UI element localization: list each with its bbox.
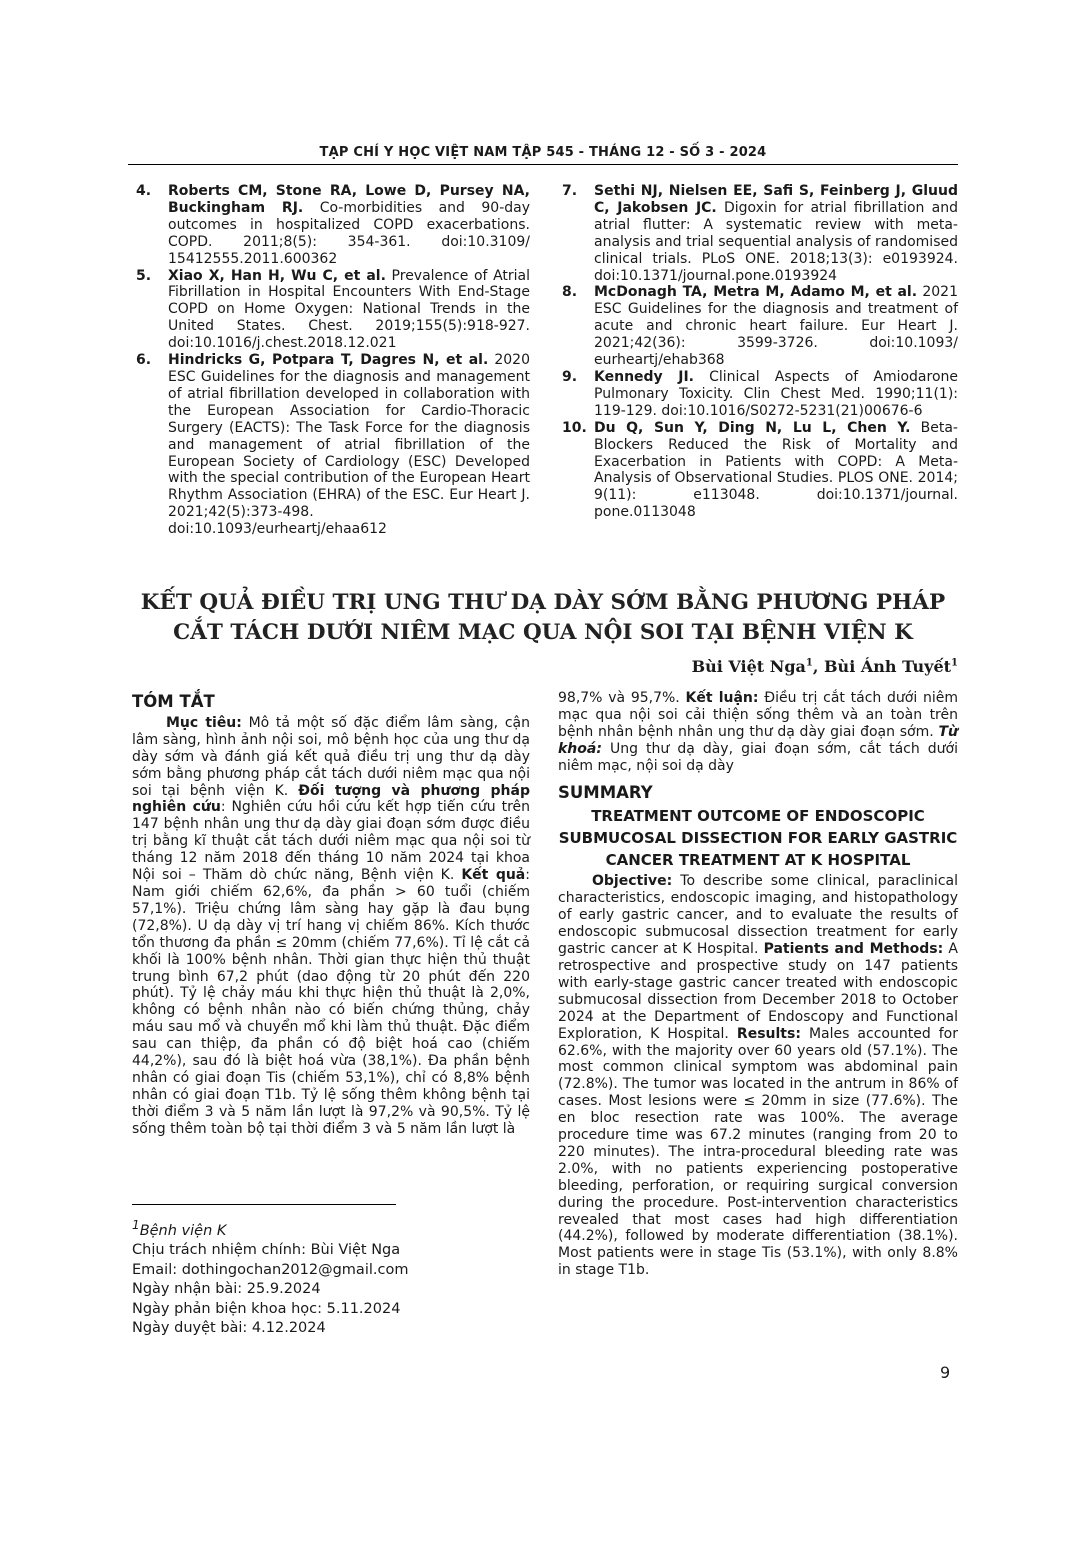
label-results-en: Results: <box>736 1025 801 1042</box>
reference-text: Prevalence of Atrial Fibrillation in Hospital Encounters With End-Stage COPD on Home Oxygen: National Trends in the United States. Chest. 2019;155(5):918-927. doi:10.1016/j.chest.2018.12.021 <box>168 267 531 352</box>
article-title-line: KẾT QUẢ ĐIỀU TRỊ UNG THƯ DẠ DÀY SỚM BẰNG PHƯƠNG PHÁP <box>140 590 946 615</box>
article-title-line: CẮT TÁCH DƯỚI NIÊM MẠC QUA NỘI SOI TẠI BỆNH VIỆN K <box>173 620 913 645</box>
reference-item <box>132 352 530 538</box>
abstract-vi-body <box>132 715 530 1138</box>
reference-item <box>132 268 530 353</box>
references-right-column <box>558 183 958 521</box>
text-methods: : Nghiên cứu hồi cứu kết hợp tiến cứu trên 147 bệnh nhân ung thư dạ dày giai đoạn sớm được điều trị bằng kĩ thuật cắt tách dưới niêm mạc qua nội soi từ tháng 12 năm 2018 đến tháng 10 năm 2024 tại khoa Nội soi – Thăm dò chức năng, Bệnh viện K. <box>132 799 531 884</box>
reference-authors: Kennedy JI. <box>594 368 694 385</box>
reference-authors: Sethi NJ, Nielsen EE, Safi S, Feinberg J, Gluud C, Jakobsen JC. <box>594 183 958 216</box>
text-conclusion: Điều trị cắt tách dưới niêm mạc qua nội soi cải thiện sống thêm và an toàn trên bệnh nhân bệnh nhân ung thư dạ dày giai đoạn sớm. <box>558 690 958 740</box>
reference-authors: Hindricks G, Potpara T, Dagres N, et al. <box>168 352 489 369</box>
journal-header: TẠP CHÍ Y HỌC VIỆT NAM TẬP 545 - THÁNG 12 - SỐ 3 - 2024 <box>319 145 767 160</box>
author-name: Bùi Ánh Tuyết <box>824 657 952 676</box>
author-separator: , <box>812 657 825 676</box>
label-keywords: Từ khoá: <box>558 723 958 757</box>
footnote-email: Email: dothingochan2012@gmail.com <box>132 1261 409 1278</box>
reference-authors: Xiao X, Han H, Wu C, et al. <box>168 267 386 284</box>
summary-title: TREATMENT OUTCOME OF ENDOSCOPIC SUBMUCOSAL DISSECTION FOR EARLY GASTRIC CANCER TREATMENT AT K HOSPITAL <box>558 807 958 870</box>
label-results: Kết quả <box>461 867 526 884</box>
author-affiliation-mark: 1 <box>951 657 958 669</box>
label-objective-en: Objective: <box>592 873 673 890</box>
header-rule <box>128 164 958 165</box>
reference-authors: Du Q, Sun Y, Ding N, Lu L, Chen Y. <box>594 419 911 436</box>
label-conclusion: Kết luận: <box>685 690 759 706</box>
reference-number: 4. <box>136 183 152 199</box>
reference-text: Beta-Blockers Reduced the Risk of Mortality and Exacerbation in Patients with COPD: A Meta-Analysis of Observational Studies. PLOS ONE. 2014; 9(11): e113048. doi:10.1371/journal. pone.0113048 <box>594 419 958 521</box>
reference-text: 2021 ESC Guidelines for the diagnosis and treatment of acute and chronic heart failure. Eur Heart J. 2021;42(36): 3599-3726. doi:10.1093/ eurheartj/ehab368 <box>594 284 958 369</box>
reference-number: 8. <box>562 284 578 301</box>
footnote-corresponding: Chịu trách nhiệm chính: Bùi Việt Nga <box>132 1242 401 1259</box>
label-methods-en: Patients and Methods: <box>763 941 944 958</box>
author-name: Bùi Việt Nga <box>691 657 806 676</box>
text-methods-en: A retrospective and prospective study on 147 patients with early-stage gastric cancer treated with endoscopic submucosal dissection from December 2018 to October 2024 at the Department of Endoscopy and Functional Exploration, K Hospital. <box>558 941 959 1042</box>
summary-body <box>558 873 958 1279</box>
reference-text: Digoxin for atrial fibrillation and atrial flutter: A systematic review with meta-analysis and trial sequential analysis of randomised clinical trials. PLoS ONE. 2018;13(3): e0193924. doi:10.1371/journal.pone.0193924 <box>594 199 958 284</box>
footnote-reviewed: Ngày phản biện khoa học: 5.11.2024 <box>132 1300 401 1317</box>
abstract-vi-continuation <box>558 690 958 775</box>
abstract-right-column <box>558 690 958 1279</box>
reference-text: Clinical Aspects of Amiodarone Pulmonary Toxicity. Clin Chest Med. 1990;11(1): 119-129. doi:10.1016/S0272-5231(21)00676-6 <box>594 368 958 419</box>
text-objective-en: To describe some clinical, paraclinical characteristics, endoscopic imaging, and histopathology of early gastric cancer, and to evaluate the results of endoscopic submucosal dissection treatment for early gastric cancer at K Hospital. <box>558 873 958 958</box>
reference-number: 10. <box>562 419 587 436</box>
reference-item <box>558 284 958 369</box>
reference-number: 7. <box>562 183 578 199</box>
page-number: 9 <box>940 1363 951 1382</box>
author-affiliation-mark: 1 <box>805 657 813 669</box>
reference-authors: Roberts CM, Stone RA, Lowe D, Pursey NA, Buckingham RJ. <box>168 183 530 216</box>
abstract-vi-column <box>132 694 530 1138</box>
label-methods: Đối tượng và phương pháp nghiên cứu <box>132 782 530 816</box>
text-results-cont: 98,7% và 95,7%. <box>558 690 686 706</box>
reference-text: Co-morbidities and 90-day outcomes in hospitalized COPD exacerbations. COPD. 2011;8(5): 354-361. doi:10.3109/ 15412555.2011.600362 <box>168 199 531 267</box>
reference-item <box>558 183 958 284</box>
reference-authors: McDonagh TA, Metra M, Adamo M, et al. <box>594 284 918 301</box>
footnote-accepted: Ngày duyệt bài: 4.12.2024 <box>132 1320 326 1337</box>
abstract-vi-heading: TÓM TẮT <box>132 692 215 711</box>
summary-heading: SUMMARY <box>558 782 653 802</box>
reference-number: 6. <box>136 352 152 369</box>
footnote-received: Ngày nhận bài: 25.9.2024 <box>132 1281 321 1298</box>
label-objective: Mục tiêu: <box>166 714 242 731</box>
affiliation-mark: 1 <box>132 1218 140 1232</box>
text-results-en: Males accounted for 62.6%, with the majority over 60 years old (57.1%). The most common clinical symptom was abdominal pain (72.8%). The tumor was located in the antrum in 86% of cases. Most lesions were ≤ 20mm in size (77.6%). The en bloc resection rate was 100%. The average procedure time was 67.2 minutes (ranging from 20 to 220 minutes). The intra-procedural bleeding rate was 2.0%, with no patients experiencing postoperative bleeding, perforation, or requiring surgical conversion during the procedure. Post-intervention characteristics revealed that most cases had high differentiation (44.2%), followed by moderate differentiation (38.1%). Most patients were in stage Tis (53.1%), with only 8.8% in stage T1b. <box>558 1025 958 1279</box>
reference-text: 2020 ESC Guidelines for the diagnosis and management of atrial fibrillation developed in collaboration with the European Association for Cardio-Thoracic Surgery (EACTS): The Task Force for the diagnosis and management of atrial fibrillation of the European Society of Cardiology (ESC) Developed with the special contribution of the European Heart Rhythm Association (EHRA) of the ESC. Eur Heart J. 2021;42(5):373-498. doi:10.1093/eurheartj/ehaa612 <box>168 352 530 538</box>
footnote-affiliation <box>132 1216 408 1241</box>
text-keywords: Ung thư dạ dày, giai đoạn sớm, cắt tách dưới niêm mạc, nội soi dạ dày <box>558 740 958 774</box>
footnote-rule <box>132 1204 396 1205</box>
reference-number: 9. <box>562 368 578 385</box>
affiliation-name: Bệnh viện K <box>139 1222 227 1239</box>
reference-number: 5. <box>136 267 152 284</box>
text-results: : Nam giới chiếm 62,6%, đa phần > 60 tuổi (chiếm 57,1%). Triệu chứng lâm sàng hay gặp là đau bụng (72,8%). U dạ dày vị trí hang vị chiếm 86%. Kích thước tổn thương đa phần ≤ 20mm (chiếm 77,6%). Tỉ lệ cắt cả khối là 100% bệnh nhân. Thời gian thực hiện thủ thuật trung bình 67,2 phút (dao động từ 20 phút đến 220 phút). Tỷ lệ chảy máu khi thực hiện thủ thuật là 2,0%, không có bệnh nhân nào có biến chứng thủng, chảy máu sau mổ và chuyển mổ khi làm thủ thuật. Đặc điểm sau can thiệp, đa phần có độ biệt hoá cao (chiếm 44,2%), sau đó là biệt hoá vừa (38,1%). Đa phần bệnh nhân có giai đoạn Tis (chiếm 53,1%), chỉ có 8,8% bệnh nhân có giai đoạn T1b. Tỷ lệ sống thêm không bệnh tại thời điểm 3 và 5 năm lần lượt là 97,2% và 90,5%. Tỷ lệ sống thêm toàn bộ tại thời điểm 3 và 5 năm lần lượt là <box>132 867 530 1137</box>
reference-item <box>558 420 958 521</box>
reference-item <box>132 183 530 268</box>
text-objective: Mô tả một số đặc điểm lâm sàng, cận lâm sàng, hình ảnh nội soi, mô bệnh học của ung thư dạ dày sớm và đánh giá kết quả điều trị ung thư dạ dày sớm bằng phương pháp cắt tách dưới niêm mạc qua nội soi tại bệnh viện K. <box>132 714 530 799</box>
footnotes <box>132 1216 408 1339</box>
article-title <box>128 588 958 648</box>
references-left-column <box>132 183 530 538</box>
reference-item <box>558 369 958 420</box>
article-authors <box>692 657 958 676</box>
